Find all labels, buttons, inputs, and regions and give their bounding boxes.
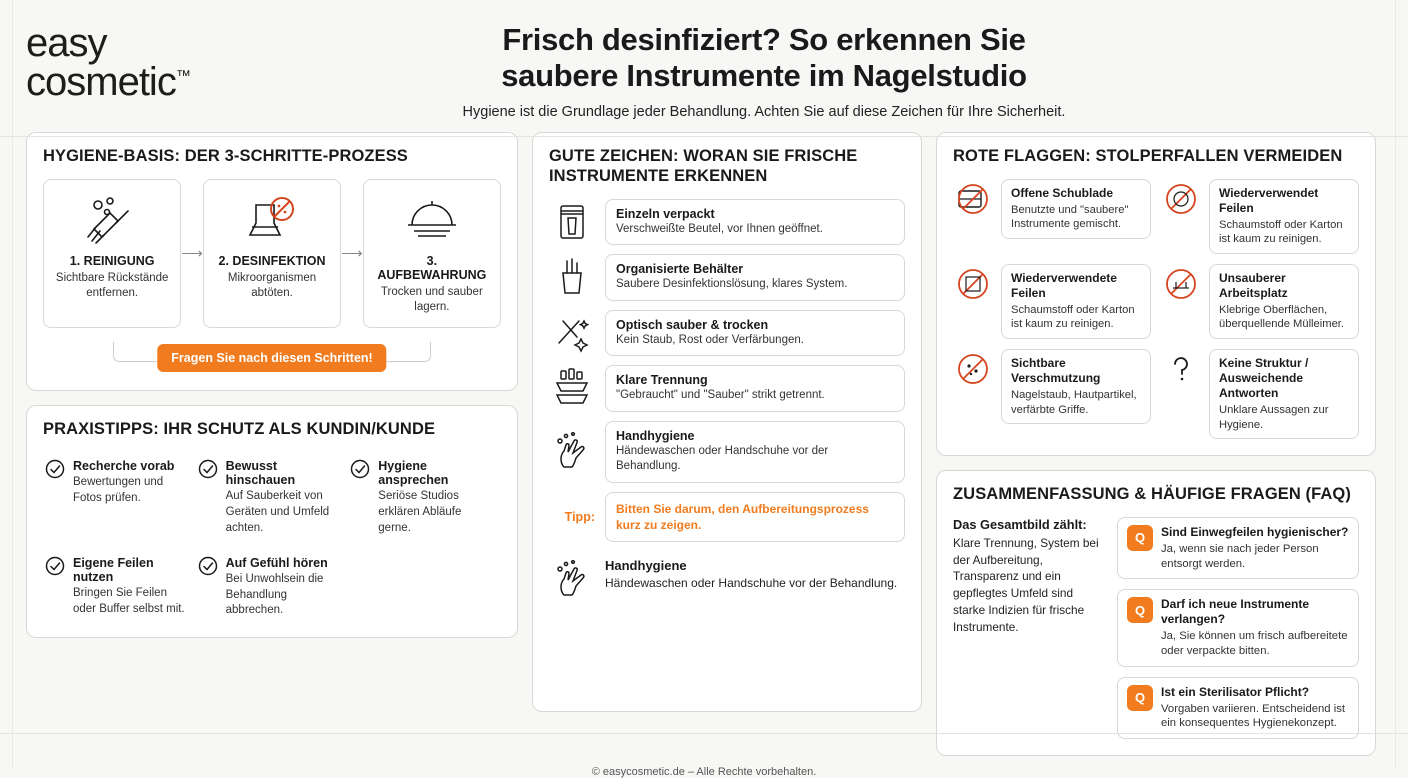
process-step-desc: Trocken und sauber lagern. [380,285,483,313]
no-file-icon [953,264,993,304]
red-flag-desc: Benutzte und "saubere" Instrumente gemischt. [1011,203,1129,231]
good-sign-desc: Händewaschen oder Handschuhe vor der Behandlung. [616,444,829,473]
card-red-flags [936,132,1376,456]
storage-cloche-icon [372,190,492,248]
good-sign-item [549,421,905,483]
tip-item [196,548,349,631]
red-flag-box [1209,349,1359,439]
red-flag-box [1001,264,1151,339]
process-heading: HYGIENE-BASIS: DER 3-SCHRITTE-PROZESS [43,147,408,165]
column-right [936,132,1376,756]
process-step [363,179,501,328]
right-edge-rule [1395,0,1396,768]
good-sign-desc: Kein Staub, Rost oder Verfärbungen. [616,333,804,346]
tip-item [43,451,196,548]
good-sign-desc: Verschweißte Beutel, vor Ihnen geöffnet. [616,222,823,235]
praxistipps-list [43,451,501,630]
arrow-icon: ⟶ [181,245,203,263]
hand-wash-icon [549,430,595,474]
no-workplace-icon [1161,264,1201,304]
footer-copyright: © easycosmetic.de – Alle Rechte vorbehalten. [591,766,817,778]
good-sign-item [549,365,905,412]
tip-desc: Bewertungen und Fotos prüfen. [73,476,164,504]
good-sign-desc: Saubere Desinfektionslösung, klares System. [616,278,848,291]
arrow-icon: ⟶ [341,245,363,263]
page-title-line-1: Frisch desinfiziert? So erkennen Sie [502,22,1026,57]
red-flag-title: Wiederverwendet Feilen [1219,185,1319,215]
red-flags-list [953,179,1359,439]
red-flag-box [1209,264,1359,339]
red-flag-desc: Schaumstoff oder Karton ist kaum zu reinigen. [1011,303,1135,331]
sealed-pouch-icon [549,200,595,244]
red-flag-box [1001,179,1151,239]
tip-title: Eigene Feilen nutzen [73,556,154,585]
red-flag-title: Wiederverwendete Feilen [1011,270,1117,300]
sparkle-tools-icon [549,311,595,355]
card-faq [936,470,1376,756]
card-good-signs [532,132,922,712]
brush-icon [52,190,172,248]
good-sign-item [549,310,905,357]
red-flag-title: Keine Struktur / Ausweichende Antworten [1219,356,1309,401]
faq-answer: Vorgaben variieren. Entscheidend ist ein konsequentes Hygienekonzept. [1161,702,1346,730]
faq-item[interactable] [1117,677,1359,739]
good-sign-item [549,254,905,301]
good-signs-extra [549,558,905,602]
header [0,0,1408,132]
page-subtitle: Hygiene ist die Grundlage jeder Behandlung. Achten Sie auf diese Zeichen für Ihre Sicherheit. [462,103,1066,120]
red-flag-box [1209,179,1359,254]
card-praxistipps [26,405,518,638]
process-cta-wrap [43,328,501,374]
no-file-icon [1161,179,1201,219]
header-text [296,18,1232,120]
good-sign-title: Handhygiene [616,428,695,443]
tip-item [348,451,501,548]
good-signs-heading: GUTE ZEICHEN: WORAN SIE FRISCHE INSTRUMENTE ERKENNEN [549,147,858,185]
tip-desc: Seriöse Studios erklären Abläufe gerne. [378,490,462,534]
tip-title: Auf Gefühl hören [225,556,328,571]
no-dirt-icon [953,349,993,389]
ask-steps-badge: Fragen Sie nach diesen Schritten! [157,344,386,372]
tip-item-empty [348,548,501,631]
red-flag-title: Sichtbare Verschmutzung [1011,356,1101,386]
red-flag-item [953,264,1151,339]
no-drawer-icon [953,179,993,219]
check-icon [198,556,218,619]
brand-line-2-text: cosmetic [26,59,176,104]
faq-answer: Ja, wenn sie nach jeder Person entsorgt werden. [1161,542,1319,570]
faq-summary-text: Klare Trennung, System bei der Aufbereitung, Transparenz und ein gepflegtes Umfeld sind starke Indizien für frische Instrumente. [953,535,1099,634]
card-process [26,132,518,391]
good-sign-box [605,310,905,357]
process-step-title: 1. REINIGUNG [69,253,155,268]
tip-title: Recherche vorab [73,459,175,474]
good-sign-box [605,365,905,412]
red-flag-item [1161,179,1359,254]
disinfect-beaker-icon [212,190,332,248]
question-mark-icon [1161,349,1201,389]
good-sign-extra-title: Handhygiene [605,558,687,574]
red-flags-heading: ROTE FLAGGEN: STOLPERFALLEN VERMEIDEN [953,147,1343,165]
process-step-title: 2. DESINFEKTION [218,253,326,268]
faq-list [1117,517,1359,739]
good-sign-box [605,421,905,483]
good-sign-item [549,199,905,246]
red-flag-desc: Schaumstoff oder Karton ist kaum zu reinigen. [1219,218,1343,246]
tip-item [196,451,349,548]
check-icon [45,556,65,619]
left-edge-rule [12,0,13,768]
footer-divider [0,733,1408,734]
check-icon [45,459,65,536]
tip-desc: Auf Sauberkeit von Geräten und Umfeld achten. [225,490,330,534]
tip-title: Hygiene ansprechen [378,459,449,488]
brand-line-2 [26,59,296,104]
faq-heading: ZUSAMMENFASSUNG & HÄUFIGE FRAGEN (FAQ) [953,485,1351,504]
good-sign-title: Klare Trennung [616,373,708,388]
red-flag-item [1161,349,1359,439]
good-sign-extra-desc: Händewaschen oder Handschuhe vor der Behandlung. [605,576,898,591]
question-badge: Q [1127,597,1153,623]
process-steps [43,179,501,328]
faq-question: Ist ein Sterilisator Pflicht? [1161,684,1310,699]
tip-desc: Bei Unwohlsein die Behandlung abbrechen. [225,573,324,617]
faq-body [953,517,1359,739]
red-flag-desc: Unklare Aussagen zur Hygiene. [1219,404,1329,431]
red-flag-title: Unsauberer Arbeitsplatz [1219,270,1288,300]
separation-trays-icon [549,366,595,410]
content-columns [0,132,1408,756]
check-icon [198,459,218,536]
tip-text: Bitten Sie darum, den Aufbereitungsprozess kurz zu zeigen. [605,492,905,542]
faq-item[interactable] [1117,517,1359,579]
process-step-desc: Mikroorganismen abtöten. [227,271,317,299]
tool-cup-icon [549,255,595,299]
process-step-desc: Sichtbare Rückstände entfernen. [55,271,169,299]
question-badge: Q [1127,685,1153,711]
page-title-line-2: saubere Instrumente im Nagelstudio [501,57,1027,93]
brand-tm: ™ [175,67,190,85]
good-signs-tip [549,492,905,542]
red-flag-item [1161,264,1359,339]
tip-item [43,548,196,631]
red-flag-desc: Nagelstaub, Hautpartikel, verfärbte Griffe. [1011,389,1137,416]
red-flag-box [1001,349,1151,424]
faq-question: Sind Einwegfeilen hygienischer? [1161,524,1349,539]
faq-question: Darf ich neue Instrumente verlangen? [1161,597,1310,627]
column-left [26,132,518,638]
tip-label: Tipp: [564,509,595,524]
faq-summary [953,517,1103,739]
check-icon [350,459,370,536]
header-divider [0,136,1408,137]
good-sign-box [605,199,905,246]
good-sign-title: Organisierte Behälter [616,262,744,277]
red-flag-desc: Klebrige Oberflächen, überquellende Mülleimer. [1219,303,1345,331]
red-flag-title: Offene Schublade [1011,185,1114,200]
column-middle [532,132,922,712]
good-sign-title: Optisch sauber & trocken [616,317,769,332]
faq-item[interactable] [1117,589,1359,666]
faq-answer: Ja, Sie können um frisch aufbereitete oder verpackte bitten. [1161,630,1348,657]
brand-logo [26,18,296,102]
faq-summary-title: Das Gesamtbild zählt: [953,516,1087,532]
red-flag-item [953,179,1151,254]
tip-title: Bewusst hinschauen [225,459,296,488]
praxistipps-heading: PRAXISTIPPS: IHR SCHUTZ ALS KUNDIN/KUNDE [43,419,436,438]
brand-line-1: easy [26,21,107,65]
process-step [203,179,341,328]
red-flag-item [953,349,1151,439]
hand-wash-icon [549,558,595,602]
process-step [43,179,181,328]
good-sign-desc: "Gebraucht" und "Sauber" strikt getrennt. [616,389,825,402]
process-step-title: 3. AUFBEWAHRUNG [377,253,487,282]
good-sign-box [605,254,905,301]
good-sign-title: Einzeln verpackt [616,206,715,221]
tip-desc: Bringen Sie Feilen oder Buffer selbst mit. [73,587,185,615]
question-badge: Q [1127,525,1153,551]
